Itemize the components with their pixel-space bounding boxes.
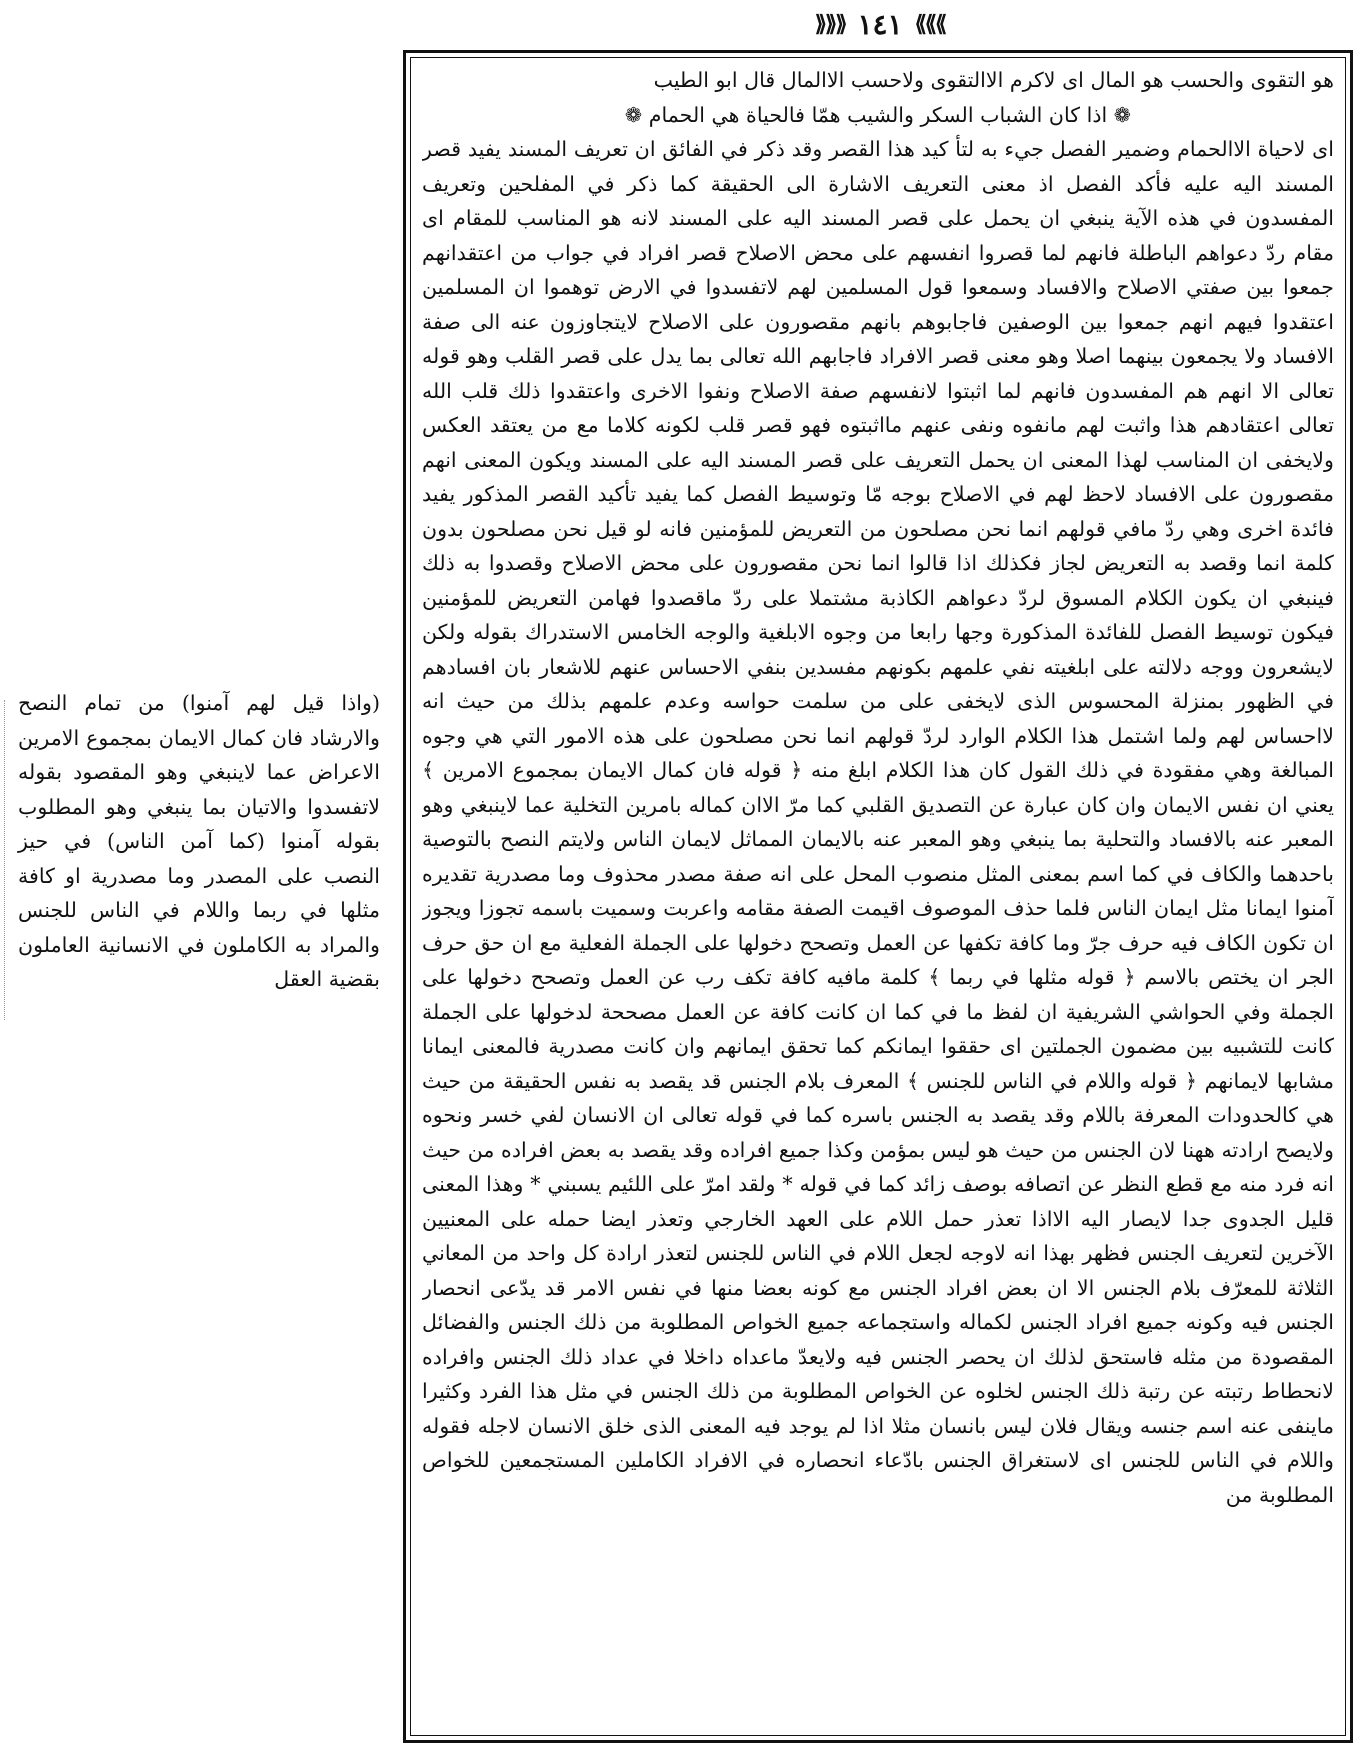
ornament-right: ⟪⟪⟪ — [914, 11, 946, 37]
marginal-quranic-commentary — [18, 686, 380, 997]
main-paragraph-intro: هو التقوى والحسب هو المال اى لاكرم الاالتقوى ولاحسب الاالمال قال ابو الطيب — [653, 68, 1334, 92]
poem-verse: ❁ اذا كان الشباب السكر والشيب همّا فالحياة هي الحمام ❁ — [624, 102, 1132, 127]
side-note-paragraph: (واذا قيل لهم آمنوا) من تمام النصح والارشاد فان كمال الايمان بمجموع الامرين الاعراض عما لاينبغي وهو المقصود بقوله لاتفسدوا والاتيان بما ينبغي وهو المطلوب بقوله آمنوا (كما آمن الناس) في حيز النصب على المصدر وما مصدرية او كافة مثلها في ربما واللام في الناس للجنس والمراد به الكاملون في الانسانية العاملون بقضية العقل — [18, 691, 380, 991]
page-number-label: ١٤١ — [857, 7, 903, 41]
margin-divider — [4, 700, 11, 1020]
main-text-frame — [403, 50, 1353, 1743]
ornament-left: ⟫⟫⟫ — [814, 11, 846, 37]
main-commentary-text — [422, 63, 1334, 1731]
main-paragraph-body: اى لاحياة الاالحمام وضمير الفصل جيء به لتأ كيد هذا القصر وقد ذكر في الفائق ان تعريف المسند يفيد قصر المسند اليه عليه فأكد الفصل اذ معنى التعريف الاشارة الى الحقيقة كما ذكر في المفلحين وتعريف المفسدون في هذه الآية ينبغي ان يحمل على قصر المسند اليه على المسند لانه هو المناسب للمقام اى مقام ردّ دعواهم الباطلة فانهم لما قصروا انفسهم على محض الاصلاح قصر افراد في جواب من اعتقدانهم جمعوا بين صفتي الاصلاح والافساد وسمعوا قول المسلمين لهم لاتفسدوا في الارض توهموا ان المسلمين اعتقدوا فيهم انهم جمعوا بين الوصفين فاجابوهم بانهم مقصورون على الاصلاح لايتجاوزون عنه الى صفة الافساد ولا يجمعون بينهما اصلا وهو معنى قصر الافراد فاجابهم الله تعالى بما يدل على قصر القلب وهو قوله تعالى الا انهم هم المفسدون فانهم لما اثبتوا لانفسهم صفة الاصلاح ونفوا الاخرى واعتقدوا ذلك قلب الله تعالى اعتقادهم هذا واثبت لهم مانفوه ونفى عنهم مااثبتوه فهو قصر قلب لكونه كلاما مع من يعتقد العكس ولايخفى ان المناسب لهذا المعنى ان يحمل التعريف على قصر المسند اليه على المسند ويكون المعنى انهم مقصورون على الافساد لاحظ لهم في الاصلاح بوجه مّا وتوسيط الفصل كما يفيد تأكيد القصر المذكور يفيد فائدة اخرى وهي ردّ مافي قولهم انما نحن مصلحون من التعريض للمؤمنين فانه لو قيل نحن مصلحون بدون كلمة انما وقصد به التعريض لجاز فكذلك اذا قالوا انما نحن مقصورون على محض الاصلاح وقصدوا به ذلك فينبغي ان يكون الكلام المسوق لردّ دعواهم الكاذبة مشتملا على ردّ ماقصدوا فهامن التعريض للمؤمنين فيكون توسيط الفصل للفائدة المذكورة وجها رابعا من وجوه الابلغية والوجه الخامس الاستدراك بقوله ولكن لايشعرون ووجه دلالته على ابلغيته نفي علمهم بكونهم مفسدين بنفي الاحساس عنهم للاشعار بان افسادهم في الظهور بمنزلة المحسوس الذى لايخفى على من سلمت حواسه وعدم علمهم بذلك من حيث انه لااحساس لهم ولما اشتمل هذا الكلام الوارد لردّ قولهم انما نحن مصلحون على هذه الامور التي هي وجوه المبالغة وهي مفقودة في ذلك القول كان هذا الكلام ابلغ منه ﴿ قوله فان كمال الايمان بمجموع الامرين ﴾ يعني ان نفس الايمان وان كان عبارة عن التصديق القلبي كما مرّ الاان كماله بامرين التخلية عما لاينبغي وهو المعبر عنه بالافساد والتحلية بما ينبغي وهو المعبر عنه بالايمان المماثل لايمان الناس ولايتم النصح بالتوصية باحدهما والكاف في كما اسم بمعنى المثل منصوب المحل على انه صفة مصدر محذوف وما مصدرية تقديره آمنوا ايمانا مثل ايمان الناس فلما حذف الموصوف اقيمت الصفة مقامه واعربت وسميت باسمه تجوزا ويجوز ان تكون الكاف فيه حرف جرّ وما كافة تكفها عن العمل وتصحح دخولها على الجملة الفعلية مع ان حق حرف الجر ان يختص بالاسم ﴿ قوله مثلها في ربما ﴾ كلمة مافيه كافة تكف رب عن العمل وتصحح دخولها على الجملة وفي الحواشي الشريفية ان لفظ ما في كما ان كانت كافة عن العمل مصححة لدخولها على الجملة كانت للتشبيه بين مضمون الجملتين اى حققوا ايمانكم كما تحقق ايمانهم وان كانت مصدرية فالمعنى ايمانا مشابها لايمانهم ﴿ قوله واللام في الناس للجنس ﴾ المعرف بلام الجنس قد يقصد به نفس الحقيقة من حيث هي كالحدودات المعرفة باللام وقد يقصد به الجنس باسره كما في قوله تعالى ان الانسان لفي خسر ونحوه ولايصح ارادته ههنا لان الجنس من حيث هو ليس بمؤمن وكذا جميع افراده وقد يقصد به بعض افراده من حيث انه فرد منه مع قطع النظر عن اتصافه بوصف زائد كما في قوله * ولقد امرّ على اللئيم يسبني * وهذا المعنى قليل الجدوى جدا لايصار اليه الااذا تعذر حمل اللام على العهد الخارجي وتعذر ايضا حمله على المعنيين الآخرين لتعريف الجنس فظهر بهذا انه لاوجه لجعل اللام في الناس للجنس لتعذر ارادة كل واحد من المعاني الثلاثة للمعرّف بلام الجنس الا ان بعض افراد الجنس مع كونه بعضا منها في نفس الامر قد يدّعى انحصار الجنس فيه وكونه جميع افراد الجنس لكماله واستجماعه جميع الخواص المطلوبة من ذلك الجنس والفضائل المقصودة من مثله فاستحق لذلك ان يحصر الجنس فيه ولايعدّ ماعداه داخلا في عداد ذلك الجنس وافراده لانحطاط رتبته عن رتبة ذلك الجنس لخلوه عن الخواص المطلوبة من ذلك الجنس في مثل هذا الفرد وكثيرا ماينفى عنه اسم جنسه ويقال فلان ليس بانسان مثلا اذا لم يوجد فيه المعنى الذى خلق الانسان لاجله فقوله واللام في الناس للجنس اى لاستغراق الجنس بادّعاء انحصاره في الافراد الكاملين المستجمعين للخواص المطلوبة من — [422, 137, 1334, 1507]
page-number — [800, 4, 960, 44]
